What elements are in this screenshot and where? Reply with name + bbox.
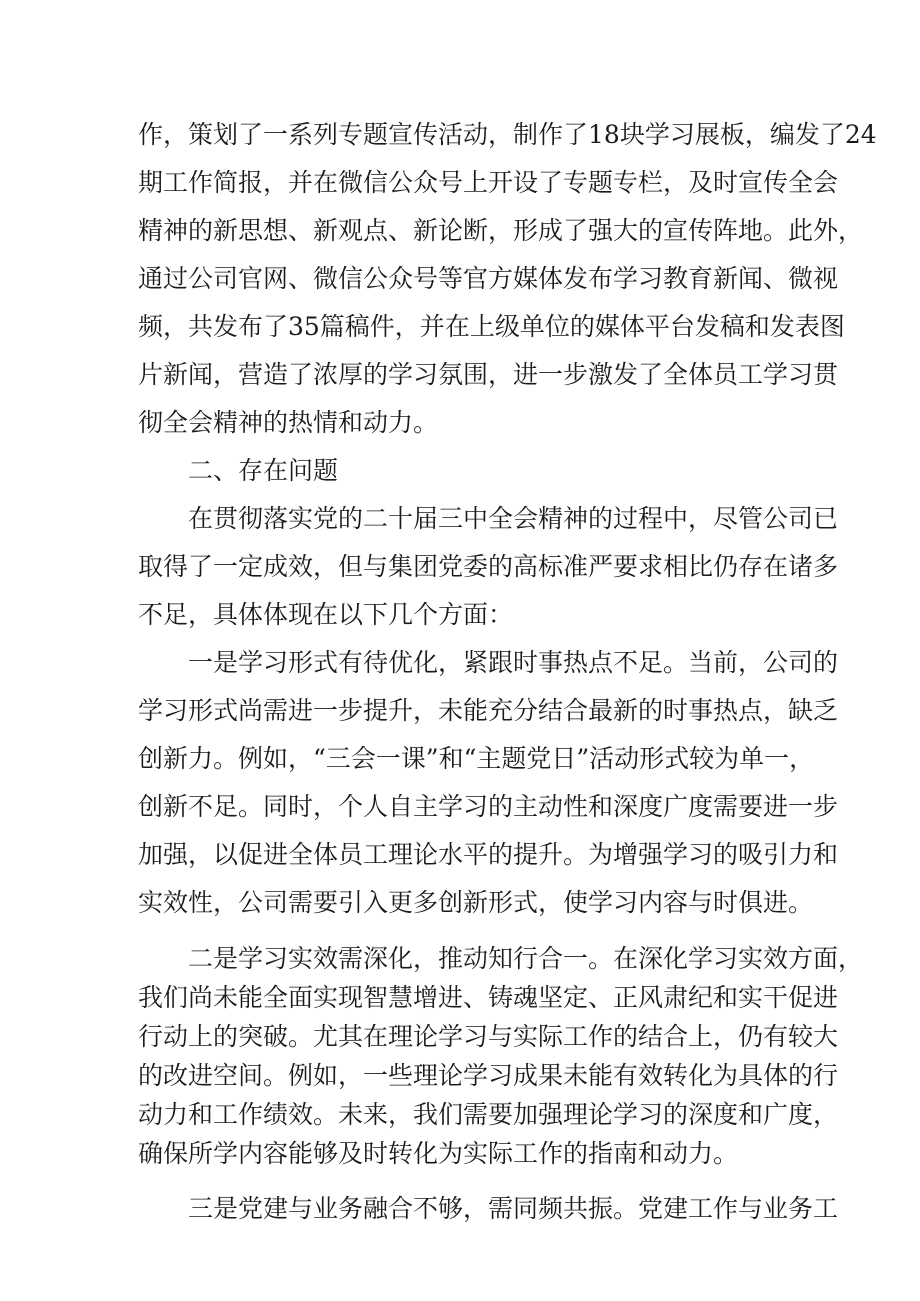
paragraph-1-line-5: 频，共发布了35篇稿件，并在上级单位的媒体平台发稿和发表图 — [138, 312, 845, 341]
paragraph-2-line-1: 在贯彻落实党的二十届三中全会精神的过程中，尽管公司已 — [188, 504, 839, 533]
paragraph-4-line-6: 确保所学内容能够及时转化为实际工作的指南和动力。 — [138, 1139, 739, 1168]
paragraph-3-line-2: 学习形式尚需进一步提升，未能充分结合最新的时事热点，缺乏 — [138, 696, 839, 725]
paragraph-1-line-3: 精神的新思想、新观点、新论断，形成了强大的宣传阵地。此外， — [138, 216, 864, 245]
paragraph-3-line-5: 加强，以促进全体员工理论水平的提升。为增强学习的吸引力和 — [138, 840, 839, 869]
paragraph-3-line-1: 一是学习形式有待优化，紧跟时事热点不足。当前，公司的 — [188, 648, 839, 677]
paragraph-1-line-4: 通过公司官网、微信公众号等官方媒体发布学习教育新闻、微视 — [138, 264, 839, 293]
paragraph-4-line-5: 动力和工作绩效。未来，我们需要加强理论学习的深度和广度， — [138, 1100, 839, 1129]
paragraph-1-line-1: 作，策划了一系列专题宣传活动，制作了18块学习展板，编发了24 — [138, 120, 877, 149]
paragraph-1-line-2: 期工作简报，并在微信公众号上开设了专题专栏，及时宣传全会 — [138, 168, 839, 197]
paragraph-5-line-1: 三是党建与业务融合不够，需同频共振。党建工作与业务工 — [188, 1194, 839, 1223]
paragraph-3-line-4: 创新不足。同时，个人自主学习的主动性和深度广度需要进一步 — [138, 792, 839, 821]
paragraph-3-line-6: 实效性，公司需要引入更多创新形式，使学习内容与时俱进。 — [138, 888, 814, 917]
paragraph-2-line-2: 取得了一定成效，但与集团党委的高标准严要求相比仍存在诸多 — [138, 552, 839, 581]
paragraph-4-line-1: 二是学习实效需深化，推动知行合一。在深化学习实效方面， — [188, 944, 864, 973]
paragraph-3-line-3: 创新力。例如，“三会一课”和“主题党日”活动形式较为单一， — [138, 744, 815, 773]
section-heading: 二、存在问题 — [188, 456, 339, 485]
paragraph-2-line-3: 不足，具体体现在以下几个方面： — [138, 600, 514, 629]
paragraph-1-line-7: 彻全会精神的热情和动力。 — [138, 408, 439, 437]
paragraph-4-line-3: 行动上的突破。尤其在理论学习与实际工作的结合上，仍有较大 — [138, 1022, 839, 1051]
paragraph-1-line-6: 片新闻，营造了浓厚的学习氛围，进一步激发了全体员工学习贯 — [138, 360, 839, 389]
paragraph-4-line-4: 的改进空间。例如，一些理论学习成果未能有效转化为具体的行 — [138, 1061, 839, 1090]
paragraph-4-line-2: 我们尚未能全面实现智慧增进、铸魂坚定、正风肃纪和实干促进 — [138, 983, 839, 1012]
